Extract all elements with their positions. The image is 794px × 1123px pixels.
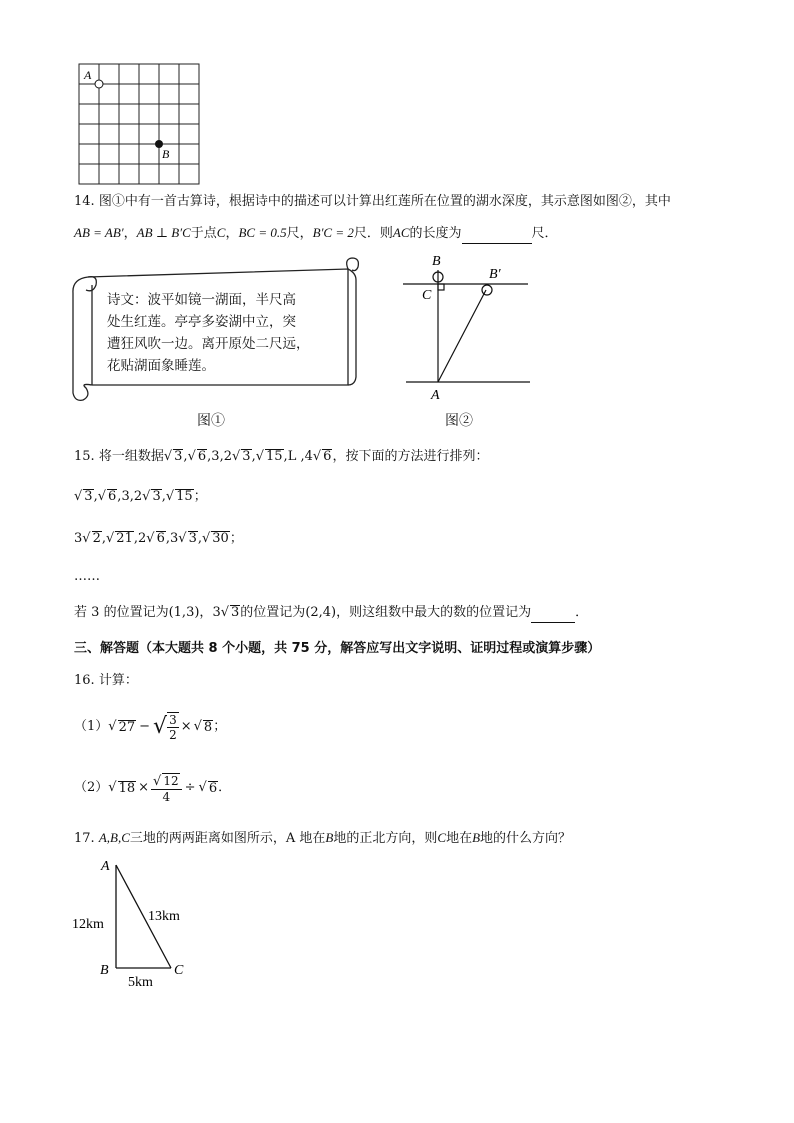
seq-value: 3 <box>211 449 220 464</box>
sqrt-value: 6 <box>208 780 218 796</box>
seq-value: 2 <box>133 489 143 504</box>
q17-text: 地的什么方向？ <box>480 831 572 846</box>
operator: × <box>138 780 150 795</box>
row-end: ； <box>229 531 243 546</box>
sqrt-value: 3 <box>242 449 251 464</box>
fraction <box>167 712 179 742</box>
sqrt-value: 27 <box>118 719 136 735</box>
q14-cond-bc: BC = 0.5 <box>238 225 287 240</box>
q14-sep: ， <box>299 226 313 241</box>
seq-ellipsis: L <box>287 449 297 464</box>
q14-fig2-caption: 图② <box>445 413 473 429</box>
q15-text: 的位置记为 <box>240 605 306 620</box>
sqrt-value: 6 <box>323 449 332 464</box>
poem-line: 处生红莲。亭亭多姿湖中立，突 <box>107 314 296 330</box>
q17-text: 三地的两两距离如图所示，A 地在 <box>129 831 326 846</box>
q15-row1: √ 3,√ 6,3,2√ 3,√ 15； <box>74 489 207 504</box>
q14-cond-perp: AB ⊥ B′C <box>136 225 191 240</box>
poem-line: 诗文：波平如镜一湖面，半尺高 <box>107 292 296 308</box>
seq-value: 4 <box>304 449 313 464</box>
q16-number: 16. <box>74 673 95 688</box>
sqrt-value: 12 <box>163 773 179 788</box>
seq-value: 3 <box>74 531 83 546</box>
tri-label-a: A <box>101 859 110 874</box>
q15-sep: ， <box>199 605 213 620</box>
q14-text-length: 的长度为 <box>409 226 462 241</box>
sqrt-value: 21 <box>116 531 133 546</box>
fraction-numerator: √ 12 <box>151 773 182 790</box>
q16-part1: （1） √ 27 − √ $\frac{3}{2}$ × √ 8 ； <box>74 713 227 742</box>
q15-last-line: 若 3 的位置记为(1,3)，3√ 3的位置记为(2,4)，则这组数中最大的数的位置记为 ． <box>74 604 588 623</box>
q17-point: B <box>325 830 334 845</box>
q14-poem <box>107 289 310 377</box>
part-end: ． <box>218 780 232 795</box>
q14-tail: 尺． <box>531 226 558 241</box>
q14-sep: ， <box>225 226 239 241</box>
sqrt-value: 3 <box>152 489 161 504</box>
q14-point-c: C <box>216 225 226 240</box>
q14-answer-blank[interactable] <box>462 225 532 244</box>
position-value: (1,3) <box>168 605 200 620</box>
q17-text: 地在 <box>446 831 473 846</box>
q15-line1: 15. 将一组数据√ 3,√ 6,3,2√ 3,√ 15,L ,4√ 6，按下面的方法进行排列： <box>74 449 489 464</box>
q15-answer-blank[interactable] <box>531 604 575 623</box>
poem-line: 遭狂风吹一边。离开原处二尺远， <box>107 336 310 352</box>
q15-text: 的位置记为 <box>103 605 169 620</box>
tri-side-ac: 13km <box>148 909 180 924</box>
q17-triangle-figure <box>68 852 208 992</box>
q14-text-at: 于点 <box>190 226 217 241</box>
q14-unit: 尺 <box>286 226 300 241</box>
section3-heading: 三、解答题（本大题共 8 个小题，共 75 分，解答应写出文字说明、证明过程或演算步骤） <box>74 641 601 656</box>
q17-number: 17. <box>74 831 95 846</box>
fig2-label-c: C <box>422 288 432 303</box>
q16-title-text: 计算： <box>98 673 138 688</box>
seq-value: 2 <box>223 449 232 464</box>
fig2-label-b: B <box>432 254 441 269</box>
q15-number: 15. <box>74 449 95 464</box>
fraction-denominator: 4 <box>162 789 171 804</box>
q14-cond-ab-eq: AB = AB′ <box>74 225 124 240</box>
sqrt-value: 15 <box>266 449 283 464</box>
fraction <box>151 773 182 804</box>
operator: − <box>139 719 151 734</box>
q16-part2-label: （2） <box>74 780 109 795</box>
sqrt-value: 18 <box>118 780 136 796</box>
q14-target: AC <box>392 225 410 240</box>
poem-line: 花贴湖面象睡莲。 <box>107 358 215 374</box>
grid-label-b: B <box>162 147 170 161</box>
sqrt-value: 3 <box>84 489 93 504</box>
q16-part2: （2） √ 18 × $\frac{√ 12}{4}$ ÷ √ 6 ． <box>74 773 232 804</box>
sqrt-value: 3 <box>231 605 240 620</box>
q15-end: ． <box>575 605 589 620</box>
q14-text-then: 尺．则 <box>353 226 393 241</box>
q14-cond-bpc: B′C = 2 <box>312 225 354 240</box>
seq-value: 3 <box>169 531 179 546</box>
row-end: ； <box>193 489 207 504</box>
q14-fig1-caption: 图① <box>197 413 225 429</box>
grid-figure <box>70 60 210 188</box>
q15-dots: …… <box>74 569 100 584</box>
seq-value: 3 <box>121 489 130 504</box>
q14-intro: 图①中有一首古算诗，根据诗中的描述可以计算出红莲所在位置的湖水深度，其示意图如图②，其中 <box>98 194 671 209</box>
tri-side-ab: 12km <box>72 917 104 932</box>
q14-lake-figure <box>398 250 536 402</box>
part-end: ； <box>213 719 227 734</box>
sqrt-value: 3 <box>174 449 183 464</box>
q17-line <box>74 829 571 848</box>
fraction-denominator: 2 <box>169 728 177 742</box>
tri-label-b: B <box>100 963 109 978</box>
q16-part1-label: （1） <box>74 719 109 734</box>
position-value: (2,4) <box>305 605 337 620</box>
point-a-marker <box>95 80 103 88</box>
q14-number: 14. <box>74 194 95 209</box>
q17-point: C <box>437 830 447 845</box>
operator: ÷ <box>184 780 196 795</box>
grid-label-a: A <box>84 68 92 82</box>
sqrt-value: 15 <box>176 489 193 504</box>
q14-sep: ， <box>123 226 137 241</box>
fig2-label-a: A <box>431 388 440 402</box>
fraction-numerator: 3 <box>169 713 177 727</box>
tri-side-bc: 5km <box>128 975 153 990</box>
q17-point: B <box>472 830 481 845</box>
sqrt-value: 2 <box>92 531 101 546</box>
q17-points: A,B,C <box>98 830 130 845</box>
q14-line1 <box>74 193 671 211</box>
q15-text: ，则这组数中最大的数的位置记为 <box>336 605 532 620</box>
q15-intro-tail: ，按下面的方法进行排列： <box>332 449 489 464</box>
sqrt-value: 8 <box>203 719 213 735</box>
operator: × <box>180 719 192 734</box>
q16-title <box>74 672 138 690</box>
sqrt-value: 30 <box>212 531 229 546</box>
seq-value: 3 <box>91 605 100 620</box>
q14-line2 <box>74 224 558 244</box>
sqrt-value: 6 <box>108 489 117 504</box>
sqrt-value: 6 <box>156 531 165 546</box>
q15-row2: 3√ 2,√ 21,2√ 6,3√ 3,√ 30； <box>74 531 243 546</box>
sqrt-value: 6 <box>197 449 207 464</box>
q15-text: 若 <box>74 605 88 620</box>
fig2-label-bprime: B′ <box>489 267 501 282</box>
q15-intro: 将一组数据 <box>98 449 164 464</box>
q17-text: 地的正北方向，则 <box>333 831 438 846</box>
seq-value: 2 <box>137 531 147 546</box>
seq-value: 3 <box>212 605 221 620</box>
sqrt-value: 3 <box>188 531 197 546</box>
tri-label-c: C <box>174 963 184 978</box>
